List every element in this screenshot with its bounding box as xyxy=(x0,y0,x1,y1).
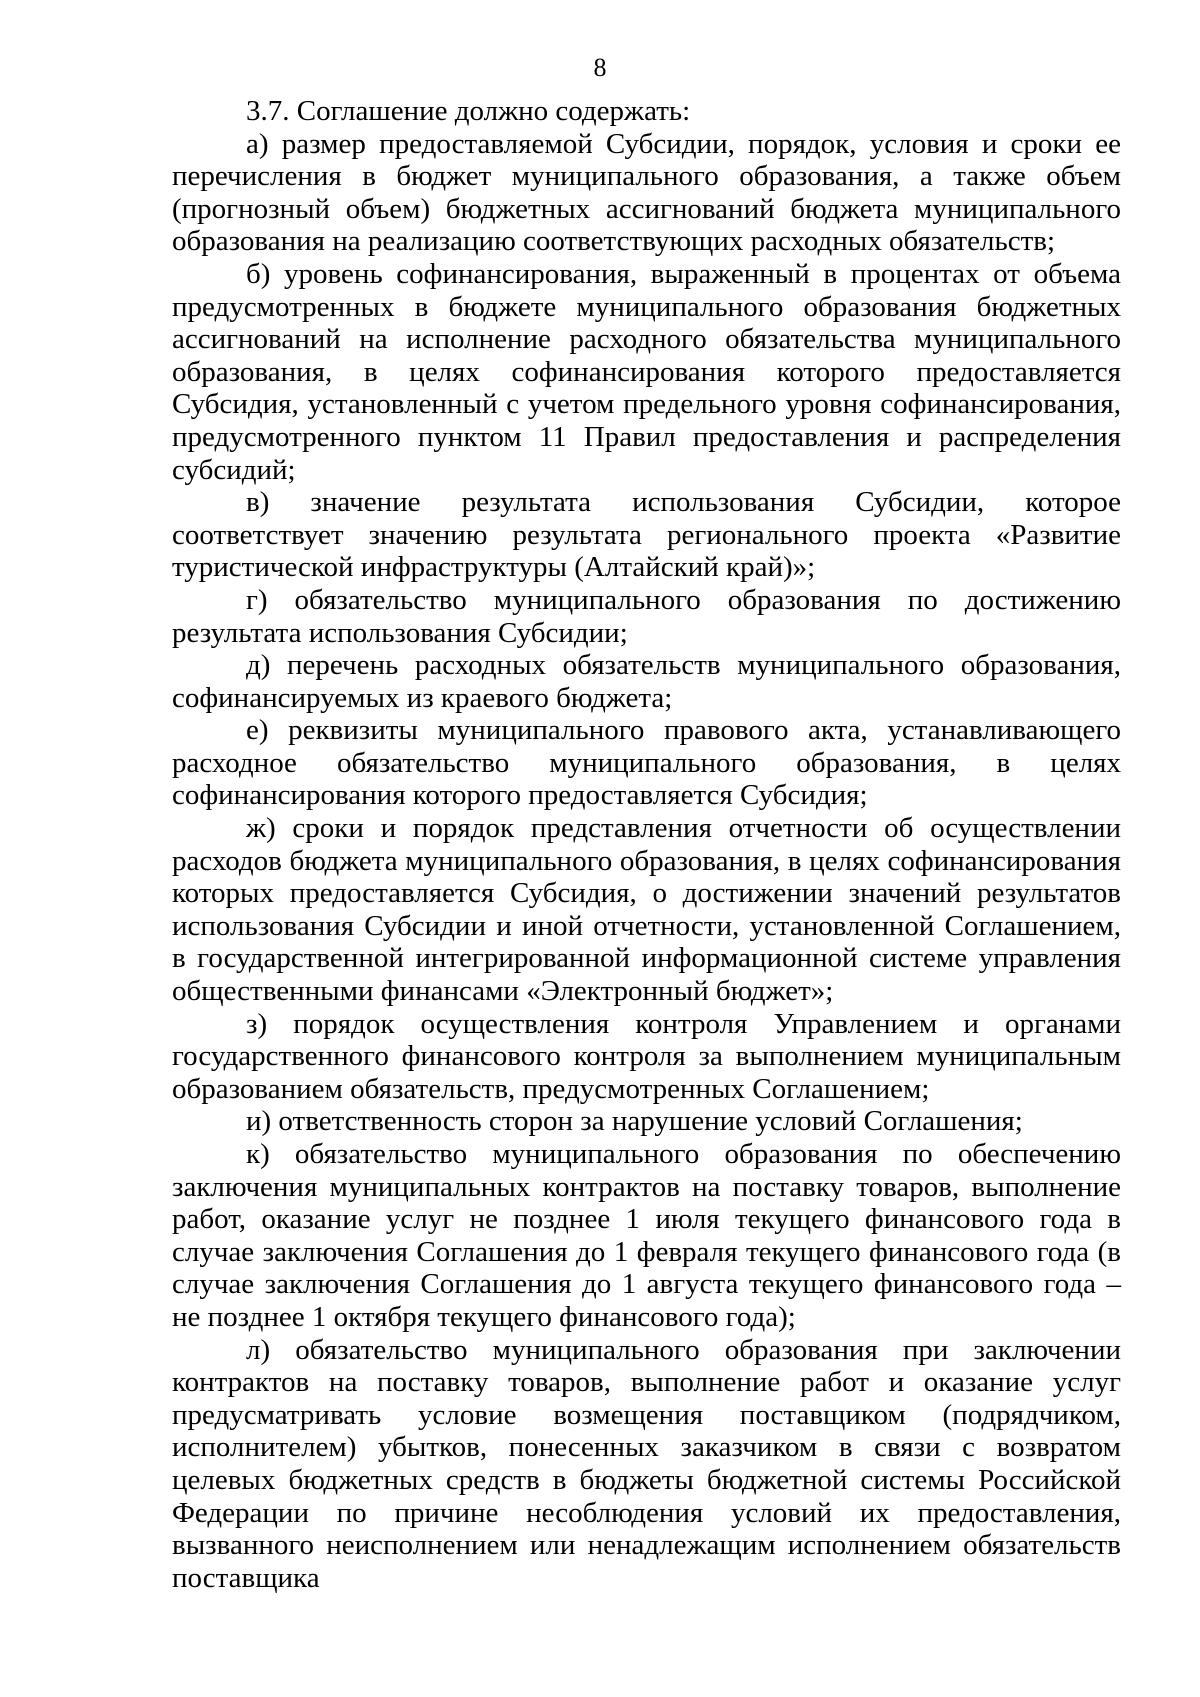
page-number: 8 xyxy=(593,53,607,82)
paragraph-item-l: л) обязательство муниципального образования при заключении контрактов на поставку товаров, выполнение работ и оказание услуг предусматривать условие возмещения поставщиком (подрядчиком, исполнителем) убытков, понесенных заказчиком в связи с возвратом целевых бюджетных средств в бюджеты бюджетной системы Российской Федерации по причине несоблюдения условий их предоставления, вызванного неисполнением или ненадлежащим исполнением обязательств поставщика xyxy=(172,1333,1121,1594)
paragraph-item-v: в) значение результата использования Субсидии, которое соответствует значению результата регионального проекта «Развитие туристической инфраструктуры (Алтайский край)»; xyxy=(172,486,1121,584)
paragraph-item-d: д) перечень расходных обязательств муниципального образования, софинансируемых из краевого бюджета; xyxy=(172,649,1121,714)
paragraph-item-a: а) размер предоставляемой Субсидии, порядок, условия и сроки ее перечисления в бюджет муниципального образования, а также объем (прогнозный объем) бюджетных ассигнований бюджета муниципального образования на реализацию соответствующих расходных обязательств; xyxy=(172,127,1121,258)
paragraph-item-b: б) уровень софинансирования, выраженный в процентах от объема предусмотренных в бюджете муниципального образования бюджетных ассигнований на исполнение расходного обязательства муниципального образования, в целях софинансирования которого предоставляется Субсидия, установленный с учетом предельного уровня софинансирования, предусмотренного пунктом 11 Правил предоставления и распределения субсидий; xyxy=(172,257,1121,486)
paragraph-item-zh: ж) сроки и порядок представления отчетности об осуществлении расходов бюджета муниципального образования, в целях софинансирования которых предоставляется Субсидия, о достижении значений результатов использования Субсидии и иной отчетности, установленной Соглашением, в государственной интегрированной информационной системе управления общественными финансами «Электронный бюджет»; xyxy=(172,812,1121,1008)
paragraph-item-z: з) порядок осуществления контроля Управлением и органами государственного финансового контроля за выполнением муниципальным образованием обязательств, предусмотренных Соглашением; xyxy=(172,1007,1121,1105)
paragraph-item-e: е) реквизиты муниципального правового акта, устанавливающего расходное обязательство муниципального образования, в целях софинансирования которого предоставляется Субсидия; xyxy=(172,714,1121,812)
paragraph-3-7-heading: 3.7. Соглашение должно содержать: xyxy=(246,95,691,127)
paragraph-item-i: и) ответственность сторон за нарушение условий Соглашения; xyxy=(246,1105,1023,1138)
document-body xyxy=(172,95,1121,1594)
paragraph-item-k: к) обязательство муниципального образования по обеспечению заключения муниципальных контрактов на поставку товаров, выполнение работ, оказание услуг не позднее 1 июля текущего финансового года в случае заключения Соглашения до 1 февраля текущего финансового года (в случае заключения Соглашения до 1 августа текущего финансового года – не позднее 1 октября текущего финансового года); xyxy=(172,1138,1121,1333)
paragraph-item-g: г) обязательство муниципального образования по достижению результата использования Субсидии; xyxy=(172,583,1121,649)
